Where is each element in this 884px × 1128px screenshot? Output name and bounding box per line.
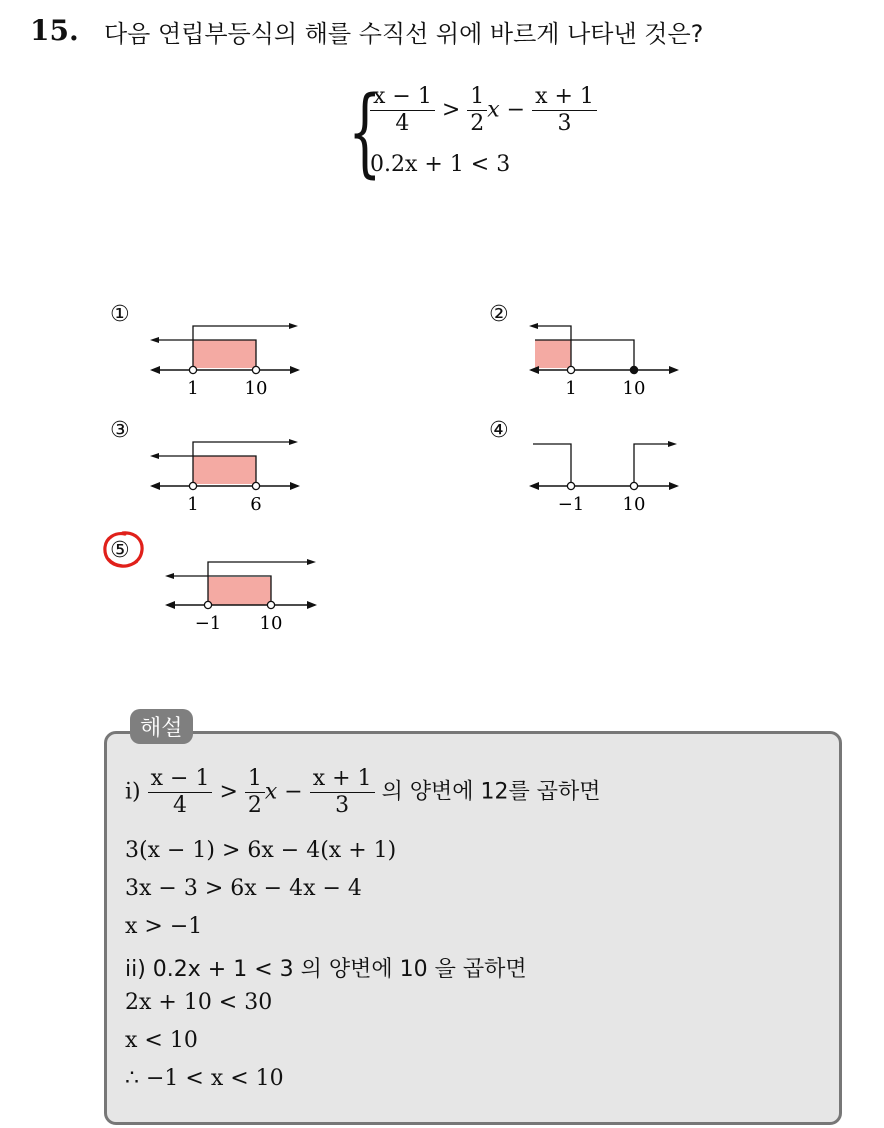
solution-line-1-prefix: i) xyxy=(125,779,141,805)
fraction-half-den: 2 xyxy=(247,793,262,818)
solution-line-4: x > −1 xyxy=(125,914,203,939)
shaded-region xyxy=(208,577,271,605)
selected-answer-circle-icon xyxy=(101,529,145,569)
fraction-rhs-num: x + 1 xyxy=(532,84,597,111)
fraction-lhs-den: 4 xyxy=(173,793,188,818)
question-text: 다음 연립부등식의 해를 수직선 위에 바르게 나타낸 것은? xyxy=(104,20,704,48)
solution-tag: 해설 xyxy=(130,709,193,744)
option-2-number-line[interactable] xyxy=(527,318,682,400)
tick-label: 6 xyxy=(250,494,262,515)
solution-line-1 xyxy=(125,766,601,819)
fraction-lhs-num: x − 1 xyxy=(370,84,435,111)
option-2-mark[interactable]: ② xyxy=(489,302,509,327)
option-1-mark[interactable]: ① xyxy=(110,302,130,327)
fraction-half-num: 1 xyxy=(245,766,265,793)
fraction-lhs-num: x − 1 xyxy=(148,766,213,793)
tick-label: 1 xyxy=(565,378,577,399)
shaded-region xyxy=(193,456,256,484)
tick-label: −1 xyxy=(557,494,585,515)
shaded-region xyxy=(193,340,256,368)
fraction-rhs xyxy=(532,84,597,137)
tick-label: 10 xyxy=(244,378,268,399)
solution-line-1-suffix: 의 양변에 12를 곱하면 xyxy=(381,779,601,805)
fraction-lhs-den: 4 xyxy=(395,111,410,136)
shaded-region xyxy=(535,340,571,368)
fraction-lhs xyxy=(370,84,435,137)
inequality-1-op: > xyxy=(441,97,461,123)
inequality-2: 0.2x + 1 < 3 xyxy=(370,152,511,177)
inequality-1-mid: x − xyxy=(487,97,526,123)
option-4-mark[interactable]: ④ xyxy=(489,418,509,443)
option-1-number-line[interactable] xyxy=(148,318,303,400)
question-number: 15. xyxy=(30,14,79,47)
inequality-system xyxy=(348,76,648,194)
tick-label: 10 xyxy=(259,613,283,634)
fraction-lhs xyxy=(148,766,213,819)
fraction-rhs xyxy=(310,766,375,819)
fraction-half xyxy=(245,766,265,819)
tick-label: 10 xyxy=(622,494,646,515)
fraction-rhs-den: 3 xyxy=(335,793,350,818)
system-brace: { xyxy=(348,76,382,188)
solution-line-3: 3x − 3 > 6x − 4x − 4 xyxy=(125,876,362,901)
solution-line-1-op: > xyxy=(219,779,238,805)
solution-line-6: 2x + 10 < 30 xyxy=(125,990,273,1015)
fraction-rhs-den: 3 xyxy=(557,111,572,136)
solution-line-5: ii) 0.2x + 1 < 3 의 양변에 10 을 곱하면 xyxy=(125,957,527,982)
option-5-mark[interactable]: ⑤ xyxy=(110,538,130,563)
solution-line-8: ∴ −1 < x < 10 xyxy=(125,1066,284,1091)
fraction-half xyxy=(467,84,487,137)
option-5-number-line[interactable] xyxy=(163,553,323,635)
solution-line-2: 3(x − 1) > 6x − 4(x + 1) xyxy=(125,838,397,863)
inequality-1 xyxy=(370,84,597,137)
tick-label: 1 xyxy=(187,378,199,399)
option-3-mark[interactable]: ③ xyxy=(110,418,130,443)
tick-label: 10 xyxy=(622,378,646,399)
option-3-number-line[interactable] xyxy=(148,434,303,516)
solution-line-1-mid: x − xyxy=(264,779,303,805)
option-4-number-line[interactable] xyxy=(527,434,682,516)
tick-label: −1 xyxy=(194,613,222,634)
solution-line-7: x < 10 xyxy=(125,1028,198,1053)
tick-label: 1 xyxy=(187,494,199,515)
fraction-rhs-num: x + 1 xyxy=(310,766,375,793)
fraction-half-num: 1 xyxy=(467,84,487,111)
fraction-half-den: 2 xyxy=(470,111,485,136)
